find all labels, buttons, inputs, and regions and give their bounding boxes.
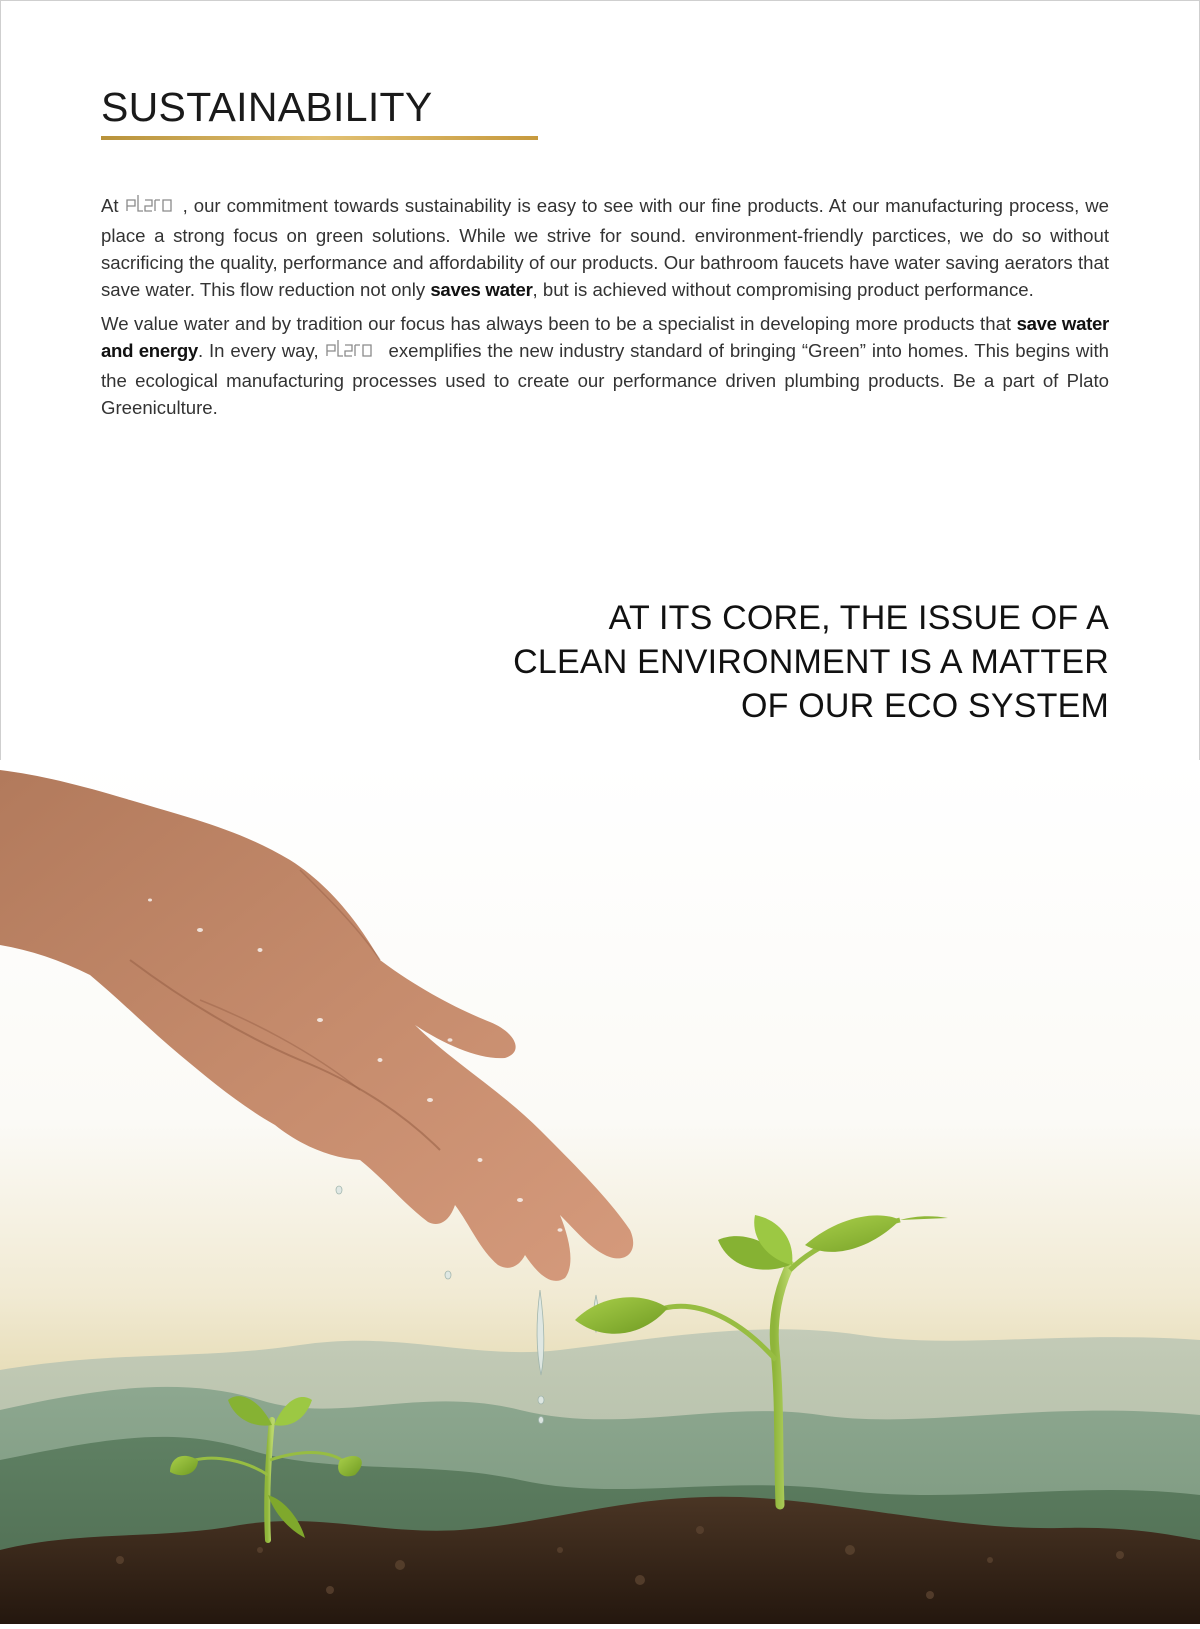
- title-underline: [101, 136, 538, 140]
- headline-line-1: AT ITS CORE, THE ISSUE OF A: [608, 599, 1109, 637]
- headline-line-2: CLEAN ENVIRONMENT IS A MATTER: [513, 643, 1109, 681]
- paragraph-1-body: , our commitment towards sustainability is easy to see with our fine products. At our manufacturing process, we place a strong focus on green solutions. While we strive for sound. environment-friendly parctices, we do so without sacrificing the quality, performance and affordability of our products. Our bathroom faucets have water saving aerators that save water. This flow reduction not only: [101, 195, 1109, 300]
- paragraph-1: [101, 192, 1109, 303]
- save-water-energy-emphasis: save water and energy: [101, 313, 1109, 361]
- plato-logo-inline: [325, 338, 377, 367]
- body-text: [101, 192, 1109, 428]
- section-title: SUSTAINABILITY: [101, 84, 433, 130]
- paragraph-2-end: exemplifies the new industry standard of bringing “Green” into homes. This begins with the ecological manufacturing processes used to create our performance driven plumbing products. Be a part of Plato Greeniculture.: [101, 340, 1110, 418]
- saves-water-emphasis: saves water: [430, 279, 533, 300]
- headline-quote: [513, 596, 1109, 728]
- paragraph-1-intro: At: [101, 195, 119, 216]
- hand-watering-seedlings-image: [0, 760, 1200, 1624]
- paragraph-1-end: , but is achieved without compromising product performance.: [532, 279, 1034, 300]
- paragraph-2: [101, 310, 1109, 421]
- paragraph-2-intro: We value water and by tradition our focus has always been to be a specialist in developing more products that: [101, 313, 1017, 334]
- plato-logo: [125, 193, 177, 222]
- headline-line-3: OF OUR ECO SYSTEM: [741, 687, 1109, 725]
- paragraph-2-mid: . In every way,: [197, 340, 319, 361]
